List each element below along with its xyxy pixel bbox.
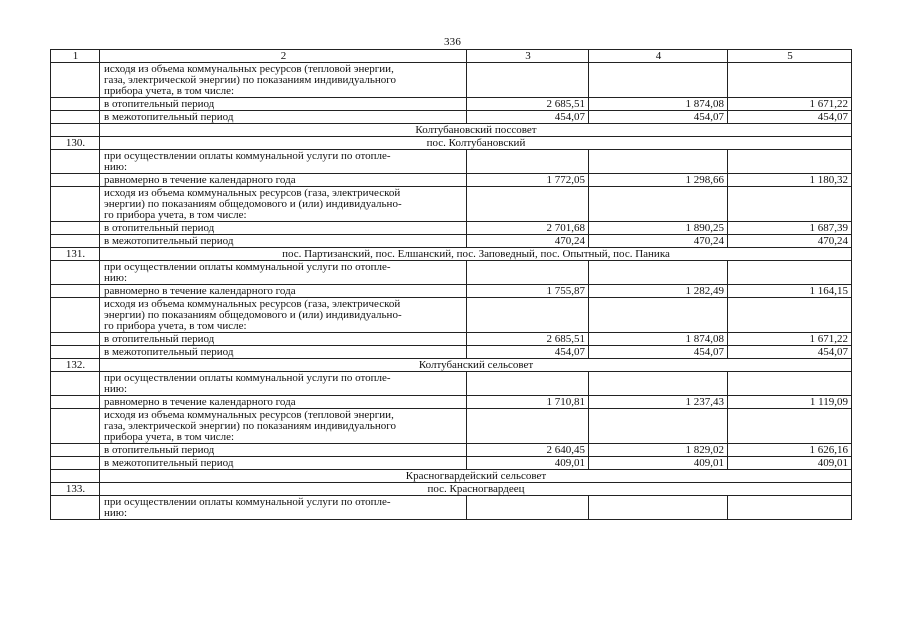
section-row bbox=[51, 359, 852, 372]
description-cell: в межотопительный период bbox=[100, 111, 467, 124]
row-index-cell bbox=[51, 187, 100, 222]
row-index-cell bbox=[51, 174, 100, 187]
row-index-cell bbox=[51, 111, 100, 124]
row-index-cell bbox=[51, 261, 100, 285]
value-cell-col3 bbox=[467, 409, 589, 444]
value-cell-col3: 1 710,81 bbox=[467, 396, 589, 409]
value-cell-col3: 409,01 bbox=[467, 457, 589, 470]
value-cell-col3: 1 755,87 bbox=[467, 285, 589, 298]
section-row bbox=[51, 124, 852, 137]
row-index-cell bbox=[51, 63, 100, 98]
row-index-cell bbox=[51, 298, 100, 333]
description-cell: в межотопительный период bbox=[100, 457, 467, 470]
table-row bbox=[51, 496, 852, 520]
section-row bbox=[51, 470, 852, 483]
section-title: Колтубановский поссовет bbox=[100, 124, 852, 137]
description-cell: в межотопительный период bbox=[100, 235, 467, 248]
value-cell-col3: 454,07 bbox=[467, 111, 589, 124]
row-index-cell bbox=[51, 98, 100, 111]
value-cell-col3: 454,07 bbox=[467, 346, 589, 359]
value-cell-col5: 409,01 bbox=[728, 457, 852, 470]
value-cell-col5: 470,24 bbox=[728, 235, 852, 248]
value-cell-col5: 1 180,32 bbox=[728, 174, 852, 187]
section-row bbox=[51, 248, 852, 261]
table-row bbox=[51, 285, 852, 298]
description-cell: равномерно в течение календарного года bbox=[100, 396, 467, 409]
row-index-cell bbox=[51, 222, 100, 235]
row-index-cell bbox=[51, 333, 100, 346]
row-index-cell bbox=[51, 372, 100, 396]
row-index-cell bbox=[51, 285, 100, 298]
value-cell-col4: 1 298,66 bbox=[589, 174, 728, 187]
description-cell: при осуществлении оплаты коммунальной услуги по отопле- нию: bbox=[100, 150, 467, 174]
value-cell-col4: 1 829,02 bbox=[589, 444, 728, 457]
row-index-cell bbox=[51, 235, 100, 248]
value-cell-col3 bbox=[467, 496, 589, 520]
table-row bbox=[51, 98, 852, 111]
value-cell-col5: 1 119,09 bbox=[728, 396, 852, 409]
value-cell-col4: 1 874,08 bbox=[589, 98, 728, 111]
value-cell-col3: 470,24 bbox=[467, 235, 589, 248]
row-index-cell bbox=[51, 496, 100, 520]
table-row bbox=[51, 111, 852, 124]
value-cell-col5: 1 164,15 bbox=[728, 285, 852, 298]
table-row bbox=[51, 174, 852, 187]
value-cell-col5 bbox=[728, 150, 852, 174]
tariff-table bbox=[50, 49, 852, 520]
description-cell: исходя из объема коммунальных ресурсов (газа, электрической энергии) по показаниям общедомового и (или) индивидуально- го прибора учета, в том числе: bbox=[100, 187, 467, 222]
value-cell-col4: 470,24 bbox=[589, 235, 728, 248]
row-index-cell: 131. bbox=[51, 248, 100, 261]
value-cell-col5 bbox=[728, 496, 852, 520]
value-cell-col5 bbox=[728, 187, 852, 222]
table-row bbox=[51, 235, 852, 248]
table-row bbox=[51, 346, 852, 359]
description-cell: равномерно в течение календарного года bbox=[100, 285, 467, 298]
description-cell: в отопительный период bbox=[100, 222, 467, 235]
section-title: пос. Колтубановский bbox=[100, 137, 852, 150]
column-number-cell: 5 bbox=[728, 50, 852, 63]
value-cell-col5: 454,07 bbox=[728, 111, 852, 124]
section-title: пос. Партизанский, пос. Елшанский, пос. Заповедный, пос. Опытный, пос. Паника bbox=[100, 248, 852, 261]
row-index-cell bbox=[51, 150, 100, 174]
row-index-cell bbox=[51, 457, 100, 470]
value-cell-col4: 454,07 bbox=[589, 346, 728, 359]
description-cell: исходя из объема коммунальных ресурсов (тепловой энергии, газа, электрической энергии) по показаниям индивидуального прибора учета, в том числе: bbox=[100, 409, 467, 444]
value-cell-col3 bbox=[467, 187, 589, 222]
column-number-cell: 1 bbox=[51, 50, 100, 63]
table-row bbox=[51, 63, 852, 98]
value-cell-col5: 1 626,16 bbox=[728, 444, 852, 457]
value-cell-col3 bbox=[467, 261, 589, 285]
description-cell: при осуществлении оплаты коммунальной услуги по отопле- нию: bbox=[100, 496, 467, 520]
description-cell: при осуществлении оплаты коммунальной услуги по отопле- нию: bbox=[100, 261, 467, 285]
description-cell: в отопительный период bbox=[100, 444, 467, 457]
value-cell-col5: 1 671,22 bbox=[728, 98, 852, 111]
row-index-cell bbox=[51, 124, 100, 137]
value-cell-col3: 2 685,51 bbox=[467, 333, 589, 346]
value-cell-col4: 1 282,49 bbox=[589, 285, 728, 298]
value-cell-col5 bbox=[728, 372, 852, 396]
table-row bbox=[51, 261, 852, 285]
page-number: 336 bbox=[443, 36, 462, 48]
table-row bbox=[51, 333, 852, 346]
description-cell: исходя из объема коммунальных ресурсов (тепловой энергии, газа, электрической энергии) по показаниям индивидуального прибора учета, в том числе: bbox=[100, 63, 467, 98]
description-cell: равномерно в течение календарного года bbox=[100, 174, 467, 187]
value-cell-col4: 409,01 bbox=[589, 457, 728, 470]
description-cell: исходя из объема коммунальных ресурсов (газа, электрической энергии) по показаниям общедомового и (или) индивидуально- го прибора учета, в том числе: bbox=[100, 298, 467, 333]
column-number-row bbox=[51, 50, 852, 63]
row-index-cell bbox=[51, 409, 100, 444]
value-cell-col4 bbox=[589, 372, 728, 396]
value-cell-col4: 1 890,25 bbox=[589, 222, 728, 235]
value-cell-col5: 454,07 bbox=[728, 346, 852, 359]
value-cell-col4: 1 237,43 bbox=[589, 396, 728, 409]
section-row bbox=[51, 137, 852, 150]
row-index-cell bbox=[51, 346, 100, 359]
row-index-cell: 132. bbox=[51, 359, 100, 372]
column-number-cell: 4 bbox=[589, 50, 728, 63]
column-number-cell: 3 bbox=[467, 50, 589, 63]
value-cell-col3 bbox=[467, 298, 589, 333]
table-row bbox=[51, 396, 852, 409]
value-cell-col4 bbox=[589, 261, 728, 285]
value-cell-col5 bbox=[728, 261, 852, 285]
description-cell: при осуществлении оплаты коммунальной услуги по отопле- нию: bbox=[100, 372, 467, 396]
value-cell-col4 bbox=[589, 187, 728, 222]
value-cell-col5 bbox=[728, 298, 852, 333]
value-cell-col3: 2 701,68 bbox=[467, 222, 589, 235]
description-cell: в отопительный период bbox=[100, 333, 467, 346]
value-cell-col3 bbox=[467, 63, 589, 98]
table-row bbox=[51, 187, 852, 222]
row-index-cell: 133. bbox=[51, 483, 100, 496]
value-cell-col3: 2 640,45 bbox=[467, 444, 589, 457]
table-row bbox=[51, 409, 852, 444]
description-cell: в отопительный период bbox=[100, 98, 467, 111]
row-index-cell bbox=[51, 470, 100, 483]
value-cell-col5: 1 687,39 bbox=[728, 222, 852, 235]
table-row bbox=[51, 457, 852, 470]
value-cell-col4 bbox=[589, 496, 728, 520]
value-cell-col3 bbox=[467, 150, 589, 174]
section-title: пос. Красногвардеец bbox=[100, 483, 852, 496]
table-row bbox=[51, 150, 852, 174]
section-title: Красногвардейский сельсовет bbox=[100, 470, 852, 483]
value-cell-col4: 454,07 bbox=[589, 111, 728, 124]
row-index-cell bbox=[51, 396, 100, 409]
value-cell-col4: 1 874,08 bbox=[589, 333, 728, 346]
value-cell-col5 bbox=[728, 63, 852, 98]
value-cell-col4 bbox=[589, 150, 728, 174]
section-title: Колтубанский сельсовет bbox=[100, 359, 852, 372]
table-row bbox=[51, 444, 852, 457]
value-cell-col4 bbox=[589, 63, 728, 98]
value-cell-col5: 1 671,22 bbox=[728, 333, 852, 346]
row-index-cell bbox=[51, 444, 100, 457]
column-number-cell: 2 bbox=[100, 50, 467, 63]
row-index-cell: 130. bbox=[51, 137, 100, 150]
value-cell-col3 bbox=[467, 372, 589, 396]
value-cell-col4 bbox=[589, 298, 728, 333]
table-row bbox=[51, 372, 852, 396]
table-row bbox=[51, 298, 852, 333]
description-cell: в межотопительный период bbox=[100, 346, 467, 359]
value-cell-col3: 1 772,05 bbox=[467, 174, 589, 187]
table-row bbox=[51, 222, 852, 235]
value-cell-col3: 2 685,51 bbox=[467, 98, 589, 111]
section-row bbox=[51, 483, 852, 496]
value-cell-col5 bbox=[728, 409, 852, 444]
value-cell-col4 bbox=[589, 409, 728, 444]
